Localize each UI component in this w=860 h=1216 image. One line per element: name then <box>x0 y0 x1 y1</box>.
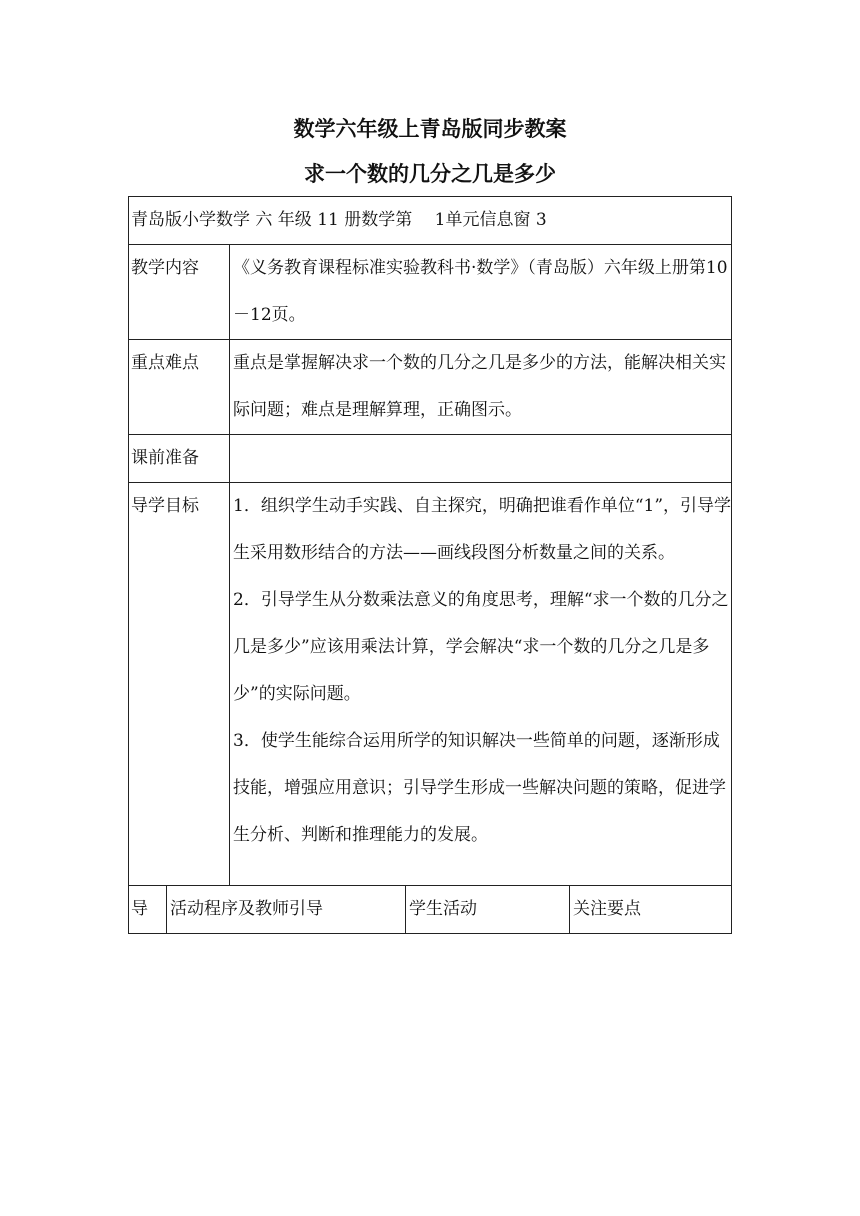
row-content <box>230 435 732 483</box>
table-row <box>129 886 732 934</box>
row-label: 导学目标 <box>129 483 230 886</box>
table-row <box>129 197 732 245</box>
row-label: 重点难点 <box>129 340 230 435</box>
table-row <box>129 483 732 886</box>
row-content: 重点是掌握解决求一个数的几分之几是多少的方法，能解决相关实际问题；难点是理解算理，正确图示。 <box>230 340 732 435</box>
header-cell: 导 <box>129 886 167 934</box>
table-row <box>129 245 732 340</box>
header-cell: 学生活动 <box>406 886 570 934</box>
objectives-content <box>230 483 732 886</box>
row-label: 教学内容 <box>129 245 230 340</box>
header-cell: 青岛版小学数学 六 年级 11 册数学第 1单元信息窗 3 <box>129 197 732 245</box>
header-cell: 活动程序及教师引导 <box>167 886 406 934</box>
objective-item: 1．组织学生动手实践、自主探究，明确把谁看作单位“1”，引导学生采用数形结合的方法——画线段图分析数量之间的关系。 <box>233 496 732 563</box>
table-row <box>129 340 732 435</box>
table-row <box>129 435 732 483</box>
row-label: 课前准备 <box>129 435 230 483</box>
objective-item: 3．使学生能综合运用所学的知识解决一些简单的问题，逐渐形成技能，增强应用意识；引导学生形成一些解决问题的策略，促进学生分析、判断和推理能力的发展。 <box>233 731 726 845</box>
objective-item: 2．引导学生从分数乘法意义的角度思考，理解“求一个数的几分之几是多少”应该用乘法计算，学会解决“求一个数的几分之几是多少”的实际问题。 <box>233 590 729 704</box>
row-content: 《义务教育课程标准实验教科书·数学》（青岛版）六年级上册第10－12页。 <box>230 245 732 340</box>
document-title: 数学六年级上青岛版同步教案 <box>293 117 567 141</box>
header-cell: 关注要点 <box>570 886 732 934</box>
lesson-plan-table <box>128 196 732 934</box>
lesson-title: 求一个数的几分之几是多少 <box>304 162 556 186</box>
